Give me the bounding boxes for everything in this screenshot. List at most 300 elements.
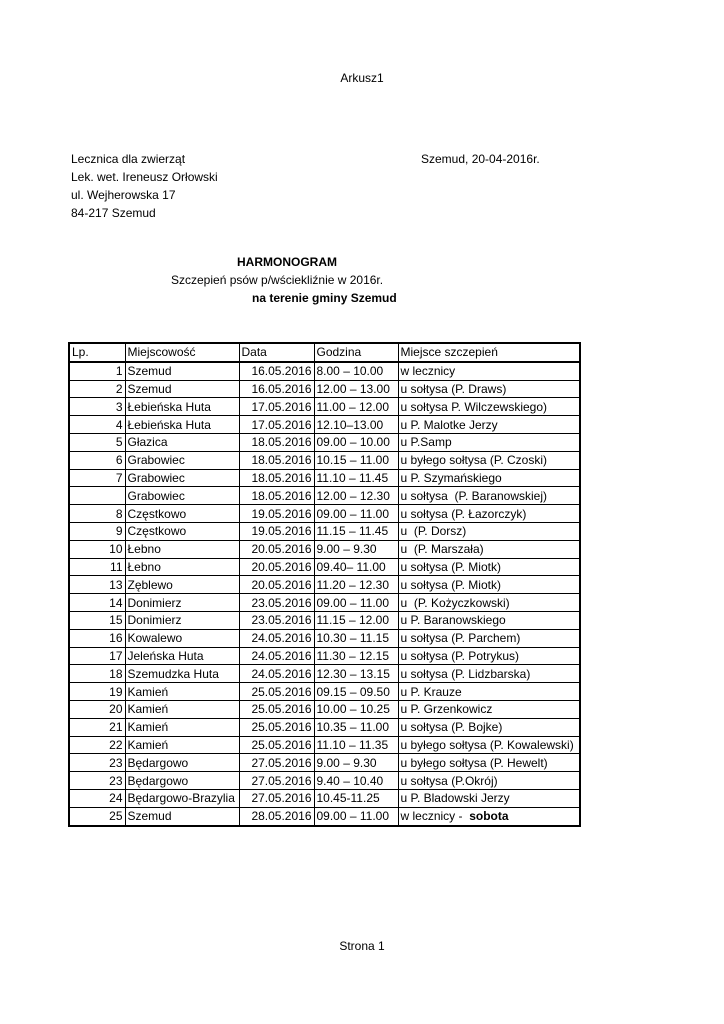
document-subtitle: Szczepień psów p/wściekliźnie w 2016r.	[171, 273, 384, 287]
sheet-name: Arkusz1	[340, 71, 384, 85]
cell-time	[314, 611, 398, 629]
sender-line-clinic: Lecznica dla zwierząt	[71, 152, 186, 166]
cell-time-text: 11.10 – 11.35	[316, 737, 389, 752]
cell-place-text: Będargowo	[127, 755, 189, 770]
cell-date	[239, 505, 314, 523]
cell-location	[398, 772, 580, 790]
cell-time-text: 09.00 – 10.00	[316, 435, 390, 450]
cell-lp	[69, 540, 125, 558]
cell-place-text: Będargowo-Brazylia	[127, 791, 235, 806]
cell-date	[239, 718, 314, 736]
header-time: Godzina	[314, 343, 398, 362]
cell-date	[239, 398, 314, 416]
cell-date	[239, 772, 314, 790]
cell-date-text: 24.05.2016	[251, 648, 312, 663]
cell-date-text: 18.05.2016	[251, 470, 312, 485]
cell-place	[125, 487, 239, 505]
cell-lp-text: 19	[109, 684, 123, 699]
table-row	[69, 736, 580, 754]
cell-place-text: Kowalewo	[127, 631, 183, 646]
cell-date-text: 20.05.2016	[251, 542, 312, 557]
cell-location-text: u P. Krauze	[400, 684, 462, 699]
cell-location-text: u P. Grzenkowicz	[400, 702, 493, 717]
cell-lp	[69, 451, 125, 469]
cell-location	[398, 683, 580, 701]
cell-lp	[69, 736, 125, 754]
cell-date	[239, 540, 314, 558]
table-row	[69, 576, 580, 594]
cell-time-text: 11.30 – 12.15	[316, 648, 390, 663]
cell-date-text: 16.05.2016	[251, 364, 312, 379]
cell-place	[125, 736, 239, 754]
cell-location-text: u (P. Kożyczkowski)	[400, 595, 510, 610]
sender-address	[71, 150, 218, 222]
table-row	[69, 487, 580, 505]
cell-time	[314, 522, 398, 540]
cell-place-text: Kamień	[127, 720, 169, 735]
sender-line-city: 84-217 Szemud	[71, 206, 156, 220]
cell-lp	[69, 505, 125, 523]
cell-date-text: 20.05.2016	[251, 577, 312, 592]
cell-date-text: 25.05.2016	[251, 737, 312, 752]
cell-place-text: Kamień	[127, 702, 169, 717]
cell-date-text: 27.05.2016	[251, 791, 312, 806]
cell-lp	[69, 380, 125, 398]
cell-place-text: Donimierz	[127, 613, 182, 628]
cell-date-text: 25.05.2016	[251, 702, 312, 717]
table-row	[69, 558, 580, 576]
table-row	[69, 540, 580, 558]
cell-date	[239, 594, 314, 612]
table-row	[69, 665, 580, 683]
cell-time	[314, 558, 398, 576]
cell-lp	[69, 522, 125, 540]
cell-location-text: u byłego sołtysa (P. Kowalewski)	[400, 737, 574, 752]
header-date: Data	[239, 343, 314, 362]
cell-date	[239, 522, 314, 540]
cell-time-text: 12.10–13.00	[316, 417, 384, 432]
cell-place	[125, 772, 239, 790]
cell-location-note: sobota	[469, 809, 509, 824]
cell-date-text: 16.05.2016	[251, 381, 312, 396]
cell-date-text: 20.05.2016	[251, 559, 312, 574]
table-row	[69, 398, 580, 416]
cell-location-text: u P. Szymańskiego	[400, 470, 502, 485]
cell-lp	[69, 683, 125, 701]
table-row	[69, 505, 580, 523]
cell-lp-text: 1	[115, 364, 123, 379]
cell-place	[125, 362, 239, 380]
cell-lp-text: 20	[109, 702, 123, 717]
cell-location	[398, 718, 580, 736]
cell-location-text: u sołtysa (P. Parchem)	[400, 631, 521, 646]
cell-lp	[69, 700, 125, 718]
cell-date	[239, 433, 314, 451]
cell-date-text: 25.05.2016	[251, 720, 312, 735]
cell-date	[239, 736, 314, 754]
table-row	[69, 789, 580, 807]
cell-date-text: 24.05.2016	[251, 666, 312, 681]
cell-place	[125, 522, 239, 540]
cell-lp-text: 17	[109, 648, 123, 663]
cell-date-text: 17.05.2016	[251, 399, 312, 414]
sender-line-street: ul. Wejherowska 17	[71, 188, 176, 202]
cell-date-text: 19.05.2016	[251, 506, 312, 521]
cell-lp	[69, 647, 125, 665]
cell-time-text: 11.20 – 12.30	[316, 577, 390, 592]
cell-time	[314, 807, 398, 825]
cell-place	[125, 398, 239, 416]
table-row	[69, 451, 580, 469]
cell-place-text: Kamień	[127, 737, 169, 752]
cell-location	[398, 611, 580, 629]
table-row	[69, 718, 580, 736]
cell-place-text: Jeleńska Huta	[127, 648, 204, 663]
cell-location	[398, 576, 580, 594]
cell-time	[314, 487, 398, 505]
cell-lp	[69, 558, 125, 576]
cell-location-text: u sołtysa (P. Miotk)	[400, 577, 501, 592]
cell-date-text: 23.05.2016	[251, 595, 312, 610]
cell-date	[239, 611, 314, 629]
cell-time	[314, 789, 398, 807]
cell-lp	[69, 611, 125, 629]
cell-lp-text: 11	[110, 559, 123, 574]
cell-date-text: 25.05.2016	[251, 684, 312, 699]
cell-location-text: u sołtysa (P. Potrykus)	[400, 648, 519, 663]
cell-location	[398, 469, 580, 487]
cell-date	[239, 362, 314, 380]
cell-date	[239, 469, 314, 487]
cell-place-text: Częstkowo	[127, 506, 187, 521]
cell-time	[314, 398, 398, 416]
cell-location	[398, 700, 580, 718]
cell-place-text: Łebieńska Huta	[127, 417, 211, 432]
cell-time-text: 12.00 – 13.00	[316, 381, 390, 396]
cell-date	[239, 629, 314, 647]
cell-lp	[69, 807, 125, 825]
cell-lp	[69, 594, 125, 612]
cell-time-text: 11.00 – 12.00	[316, 399, 390, 414]
cell-place-text: Zęblewo	[127, 577, 173, 592]
cell-place	[125, 416, 239, 434]
table-row	[69, 772, 580, 790]
cell-place	[125, 594, 239, 612]
vaccination-schedule-table	[68, 342, 581, 827]
cell-place	[125, 540, 239, 558]
cell-location-text: u sołtysa (P. Miotk)	[400, 559, 501, 574]
cell-location-text: u (P. Marszała)	[400, 542, 484, 557]
table-row	[69, 433, 580, 451]
cell-location	[398, 647, 580, 665]
cell-place	[125, 807, 239, 825]
page-footer: Strona 1	[339, 939, 385, 953]
cell-date-text: 19.05.2016	[251, 524, 312, 539]
cell-lp	[69, 398, 125, 416]
cell-lp-text: 16	[109, 631, 123, 646]
cell-time	[314, 540, 398, 558]
table-row	[69, 594, 580, 612]
cell-lp	[69, 754, 125, 772]
cell-time	[314, 718, 398, 736]
cell-time-text: 09.15 – 09.50	[316, 684, 390, 699]
header-place: Miejscowość	[125, 343, 239, 362]
cell-time	[314, 647, 398, 665]
cell-lp-text: 4	[115, 417, 123, 432]
cell-time-text: 10.45-11.25	[316, 791, 380, 806]
cell-place	[125, 380, 239, 398]
cell-location	[398, 558, 580, 576]
cell-date-text: 24.05.2016	[251, 631, 312, 646]
cell-location	[398, 487, 580, 505]
cell-date	[239, 789, 314, 807]
table-row	[69, 416, 580, 434]
cell-location-text: u (P. Dorsz)	[400, 524, 467, 539]
cell-location-text: u sołtysa (P. Lidzbarska)	[400, 666, 531, 681]
cell-date	[239, 754, 314, 772]
cell-time	[314, 576, 398, 594]
cell-time-text: 9.00 – 9.30	[316, 755, 377, 770]
cell-place-text: Będargowo	[127, 773, 189, 788]
cell-time-text: 09.40– 11.00	[316, 559, 386, 574]
cell-place-text: Grabowiec	[127, 453, 185, 468]
cell-location-text: w lecznicy -	[400, 809, 470, 824]
cell-location	[398, 416, 580, 434]
table-row	[69, 700, 580, 718]
cell-time	[314, 469, 398, 487]
sender-line-vet: Lek. wet. Ireneusz Orłowski	[71, 170, 218, 184]
cell-lp-text: 24	[109, 791, 123, 806]
cell-date	[239, 380, 314, 398]
cell-time-text: 10.15 – 11.00	[316, 453, 390, 468]
cell-date	[239, 558, 314, 576]
cell-date-text: 23.05.2016	[251, 613, 312, 628]
header-lp: Lp.	[69, 343, 125, 362]
cell-lp-text: 23	[109, 755, 123, 770]
cell-time-text: 8.00 – 10.00	[316, 364, 384, 379]
cell-location	[398, 433, 580, 451]
cell-location-text: u sołtysa (P. Łazorczyk)	[400, 506, 527, 521]
cell-location	[398, 522, 580, 540]
cell-place	[125, 505, 239, 523]
cell-place-text: Szemud	[127, 381, 172, 396]
cell-place-text: Głazica	[127, 435, 168, 450]
cell-date	[239, 451, 314, 469]
cell-location	[398, 665, 580, 683]
cell-time-text: 09.00 – 11.00	[316, 595, 390, 610]
cell-date	[239, 487, 314, 505]
place-date: Szemud, 20-04-2016r.	[421, 152, 540, 166]
cell-location	[398, 362, 580, 380]
cell-date-text: 18.05.2016	[251, 453, 312, 468]
cell-time-text: 11.15 – 12.00	[316, 613, 390, 628]
cell-place	[125, 469, 239, 487]
table-row	[69, 683, 580, 701]
cell-lp	[69, 629, 125, 647]
cell-date-text: 28.05.2016	[251, 809, 312, 824]
cell-time	[314, 362, 398, 380]
cell-location	[398, 398, 580, 416]
cell-date	[239, 665, 314, 683]
cell-time	[314, 665, 398, 683]
cell-location	[398, 540, 580, 558]
cell-location-text: u sołtysa (P.Okrój)	[400, 773, 498, 788]
cell-place-text: Łebno	[127, 542, 161, 557]
cell-location	[398, 754, 580, 772]
cell-place	[125, 665, 239, 683]
cell-time	[314, 772, 398, 790]
cell-date	[239, 700, 314, 718]
cell-place-text: Kamień	[127, 684, 169, 699]
cell-lp-text: 25	[109, 809, 123, 824]
cell-lp-text: 9	[115, 524, 123, 539]
cell-lp-text: 3	[115, 399, 123, 414]
cell-time	[314, 505, 398, 523]
cell-time	[314, 683, 398, 701]
cell-time	[314, 416, 398, 434]
cell-date	[239, 576, 314, 594]
cell-time	[314, 433, 398, 451]
cell-location-text: u sołtysa (P. Bojke)	[400, 720, 503, 735]
cell-time	[314, 629, 398, 647]
cell-lp	[69, 416, 125, 434]
table-row	[69, 754, 580, 772]
cell-location-text: u P.Samp	[400, 435, 452, 450]
cell-location	[398, 736, 580, 754]
cell-date-text: 27.05.2016	[251, 755, 312, 770]
cell-location	[398, 629, 580, 647]
cell-time-text: 9.40 – 10.40	[316, 773, 384, 788]
cell-location-text: u P. Malotke Jerzy	[400, 417, 498, 432]
cell-time-text: 10.30 – 11.15	[316, 631, 390, 646]
cell-place-text: Łebno	[127, 559, 161, 574]
cell-lp	[69, 362, 125, 380]
cell-date-text: 17.05.2016	[251, 417, 312, 432]
cell-location	[398, 380, 580, 398]
cell-place-text: Szemud	[127, 809, 172, 824]
cell-place	[125, 576, 239, 594]
cell-lp-text: 15	[109, 613, 123, 628]
cell-place	[125, 611, 239, 629]
cell-time-text: 09.00 – 11.00	[316, 809, 390, 824]
cell-location	[398, 789, 580, 807]
table-header-row	[69, 343, 580, 362]
cell-lp	[69, 772, 125, 790]
cell-time-text: 9.00 – 9.30	[316, 542, 377, 557]
cell-place	[125, 433, 239, 451]
cell-place	[125, 789, 239, 807]
table-row	[69, 629, 580, 647]
cell-location-text: u P. Baranowskiego	[400, 613, 506, 628]
cell-time	[314, 700, 398, 718]
cell-place-text: Grabowiec	[127, 470, 185, 485]
cell-time-text: 11.15 – 11.45	[316, 524, 389, 539]
cell-place	[125, 647, 239, 665]
cell-place-text: Szemudzka Huta	[127, 666, 219, 681]
cell-time-text: 11.10 – 11.45	[316, 470, 389, 485]
cell-place	[125, 451, 239, 469]
cell-location-text: w lecznicy	[400, 364, 456, 379]
cell-date-text: 18.05.2016	[251, 488, 312, 503]
cell-lp-text: 7	[115, 470, 123, 485]
cell-place-text: Donimierz	[127, 595, 182, 610]
cell-lp-text: 22	[109, 737, 123, 752]
cell-place-text: Grabowiec	[127, 488, 185, 503]
cell-location-text: u sołtysa (P. Draws)	[400, 381, 507, 396]
table-row	[69, 380, 580, 398]
cell-location	[398, 807, 580, 825]
cell-location-text: u byłego sołtysa (P. Czoski)	[400, 453, 548, 468]
cell-place-text: Szemud	[127, 364, 172, 379]
cell-lp	[69, 718, 125, 736]
cell-lp-text: 23	[109, 773, 123, 788]
cell-location-text: u byłego sołtysa (P. Hewelt)	[400, 755, 548, 770]
cell-lp	[69, 789, 125, 807]
table-row	[69, 522, 580, 540]
cell-location	[398, 594, 580, 612]
cell-location-text: u sołtysa P. Wilczewskiego)	[400, 399, 547, 414]
cell-place	[125, 754, 239, 772]
cell-lp-text: 8	[115, 506, 123, 521]
cell-location	[398, 505, 580, 523]
cell-place-text: Łebieńska Huta	[127, 399, 211, 414]
cell-date	[239, 416, 314, 434]
cell-date	[239, 683, 314, 701]
cell-lp	[69, 576, 125, 594]
cell-date-text: 18.05.2016	[251, 435, 312, 450]
cell-time-text: 12.00 – 12.30	[316, 488, 390, 503]
cell-place	[125, 629, 239, 647]
table-row	[69, 362, 580, 380]
cell-place	[125, 683, 239, 701]
cell-lp-text: 21	[109, 720, 123, 735]
cell-time	[314, 736, 398, 754]
cell-lp-text: 6	[115, 453, 123, 468]
table-row	[69, 611, 580, 629]
cell-place-text: Częstkowo	[127, 524, 187, 539]
cell-lp-text: 14	[109, 595, 123, 610]
header-location: Miejsce szczepień	[398, 343, 580, 362]
cell-place	[125, 700, 239, 718]
cell-lp-text: 10	[109, 542, 123, 557]
cell-date-text: 27.05.2016	[251, 773, 312, 788]
cell-place	[125, 718, 239, 736]
cell-lp-text: 2	[115, 381, 123, 396]
cell-time	[314, 380, 398, 398]
cell-time-text: 10.00 – 10.25	[316, 702, 390, 717]
table-row	[69, 469, 580, 487]
cell-lp	[69, 665, 125, 683]
cell-time-text: 09.00 – 11.00	[316, 506, 390, 521]
cell-lp-text: 13	[109, 577, 123, 592]
cell-location-text: u P. Bladowski Jerzy	[400, 791, 510, 806]
cell-time-text: 12.30 – 13.15	[316, 666, 390, 681]
cell-place	[125, 558, 239, 576]
cell-date	[239, 807, 314, 825]
cell-lp-text: 5	[115, 435, 123, 450]
cell-date	[239, 647, 314, 665]
table-row	[69, 807, 580, 825]
cell-time	[314, 594, 398, 612]
cell-lp	[69, 487, 125, 505]
cell-lp-text: 18	[109, 666, 123, 681]
document-title: HARMONOGRAM	[237, 255, 337, 269]
cell-location	[398, 451, 580, 469]
table-body	[69, 362, 580, 826]
table-row	[69, 647, 580, 665]
cell-lp	[69, 433, 125, 451]
cell-time	[314, 451, 398, 469]
